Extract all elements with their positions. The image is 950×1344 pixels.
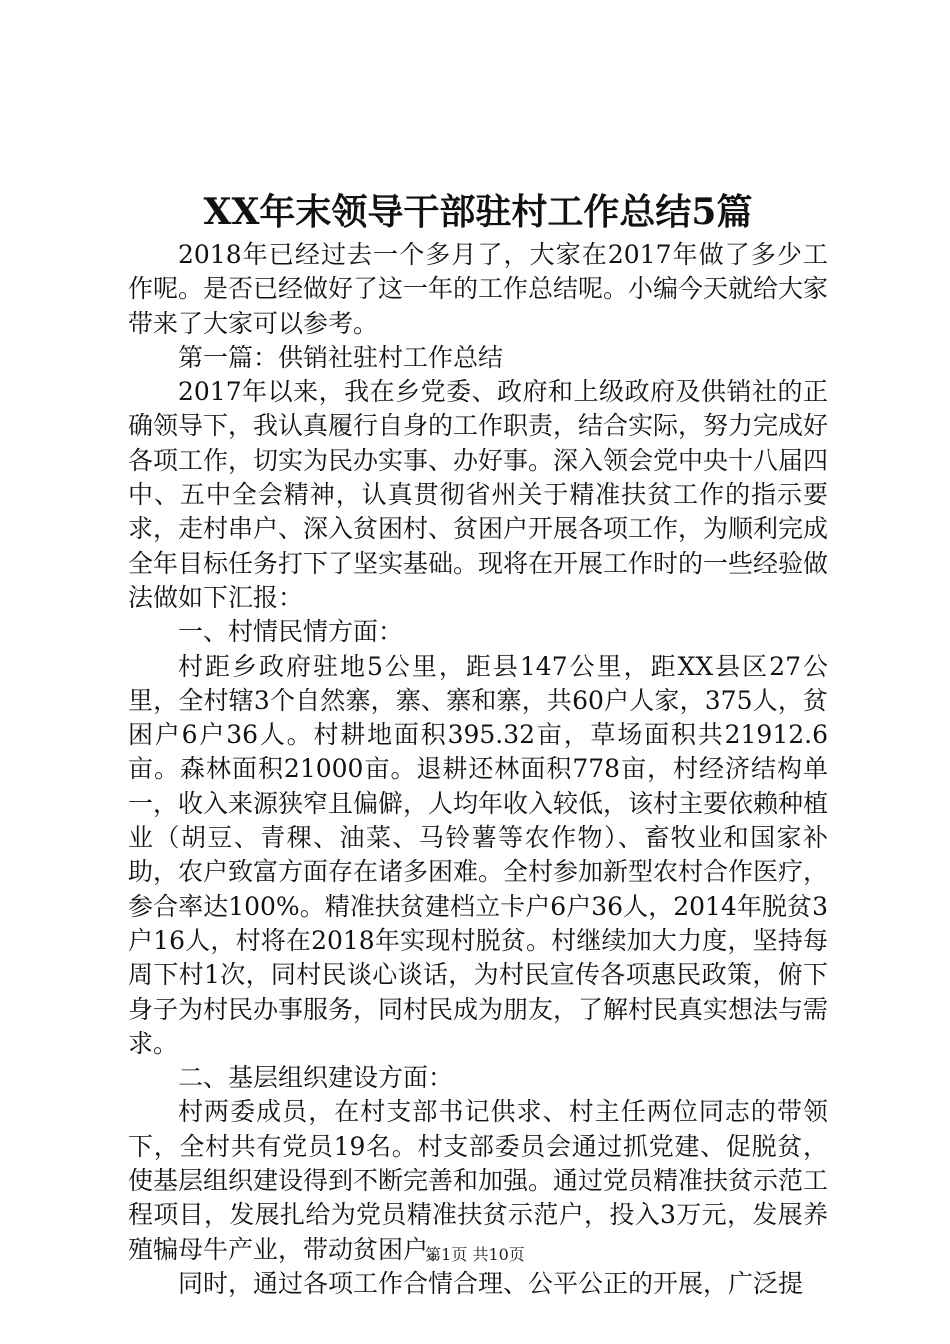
section-heading-part-one: 第一篇：供销社驻村工作总结 (178, 342, 504, 372)
document-title: XX年末领导干部驻村工作总结5篇 (203, 191, 753, 233)
paragraph-continuation: 同时，通过各项工作合情合理、公平公正的开展，广泛提 (178, 1268, 804, 1298)
paragraph-overview: 2017年以来，我在乡党委、政府和上级政府及供销社的正确领导下，我认真履行自身的工作职责，结合实际，努力完成好各项工作，切实为民办实事、办好事。深入领会党中央十八届四中、五中全会精神，认真贯彻省州关于精准扶贫工作的指示要求，走村串户、深入贫困村、贫困户开展各项工作，为顺利完成全年目标任务打下了坚实基础。现将在开展工作时的一些经验做法做如下汇报： (128, 377, 829, 612)
page-footer: 第1页 共10页 (425, 1245, 525, 1264)
paragraph-intro: 2018年已经过去一个多月了，大家在2017年做了多少工作呢。是否已经做好了这一年的工作总结呢。小编今天就给大家带来了大家可以参考。 (128, 240, 829, 338)
paragraph-village-situation: 村距乡政府驻地5公里，距县147公里，距XX县区27公里，全村辖3个自然寨，寨、寨和寨，共60户人家，375人，贫困户6户36人。村耕地面积395.32亩，草场面积共21912.6亩。森林面积21000亩。退耕还林面积778亩，村经济结构单一，收入来源狭窄且偏僻，人均年收入较低，该村主要依赖种植业（胡豆、青稞、油菜、马铃薯等农作物）、畜牧业和国家补助，农户致富方面存在诸多困难。全村参加新型农村合作医疗，参合率达100%。精准扶贫建档立卡户6户36人，2014年脱贫3户16人，村将在2018年实现村脱贫。村继续加大力度，坚持每周下村1次，同村民谈心谈话，为村民宣传各项惠民政策，俯下身子为村民办事服务，同村民成为朋友，了解村民真实想法与需求。 (128, 651, 829, 1058)
paragraph-grassroots-organization: 村两委成员，在村支部书记供求、村主任两位同志的带领下，全村共有党员19名。村支部委员会通过抓党建、促脱贫，使基层组织建设得到不断完善和加强。通过党员精准扶贫示范工程项目，发展扎给为党员精准扶贫示范户，投入3万元，发展养殖犏母牛产业，带动贫困户。 (128, 1097, 829, 1264)
section-heading-grassroots-organization: 二、基层组织建设方面： (178, 1063, 454, 1093)
document-body (128, 188, 828, 1301)
section-heading-village-situation: 一、村情民情方面： (178, 617, 404, 647)
